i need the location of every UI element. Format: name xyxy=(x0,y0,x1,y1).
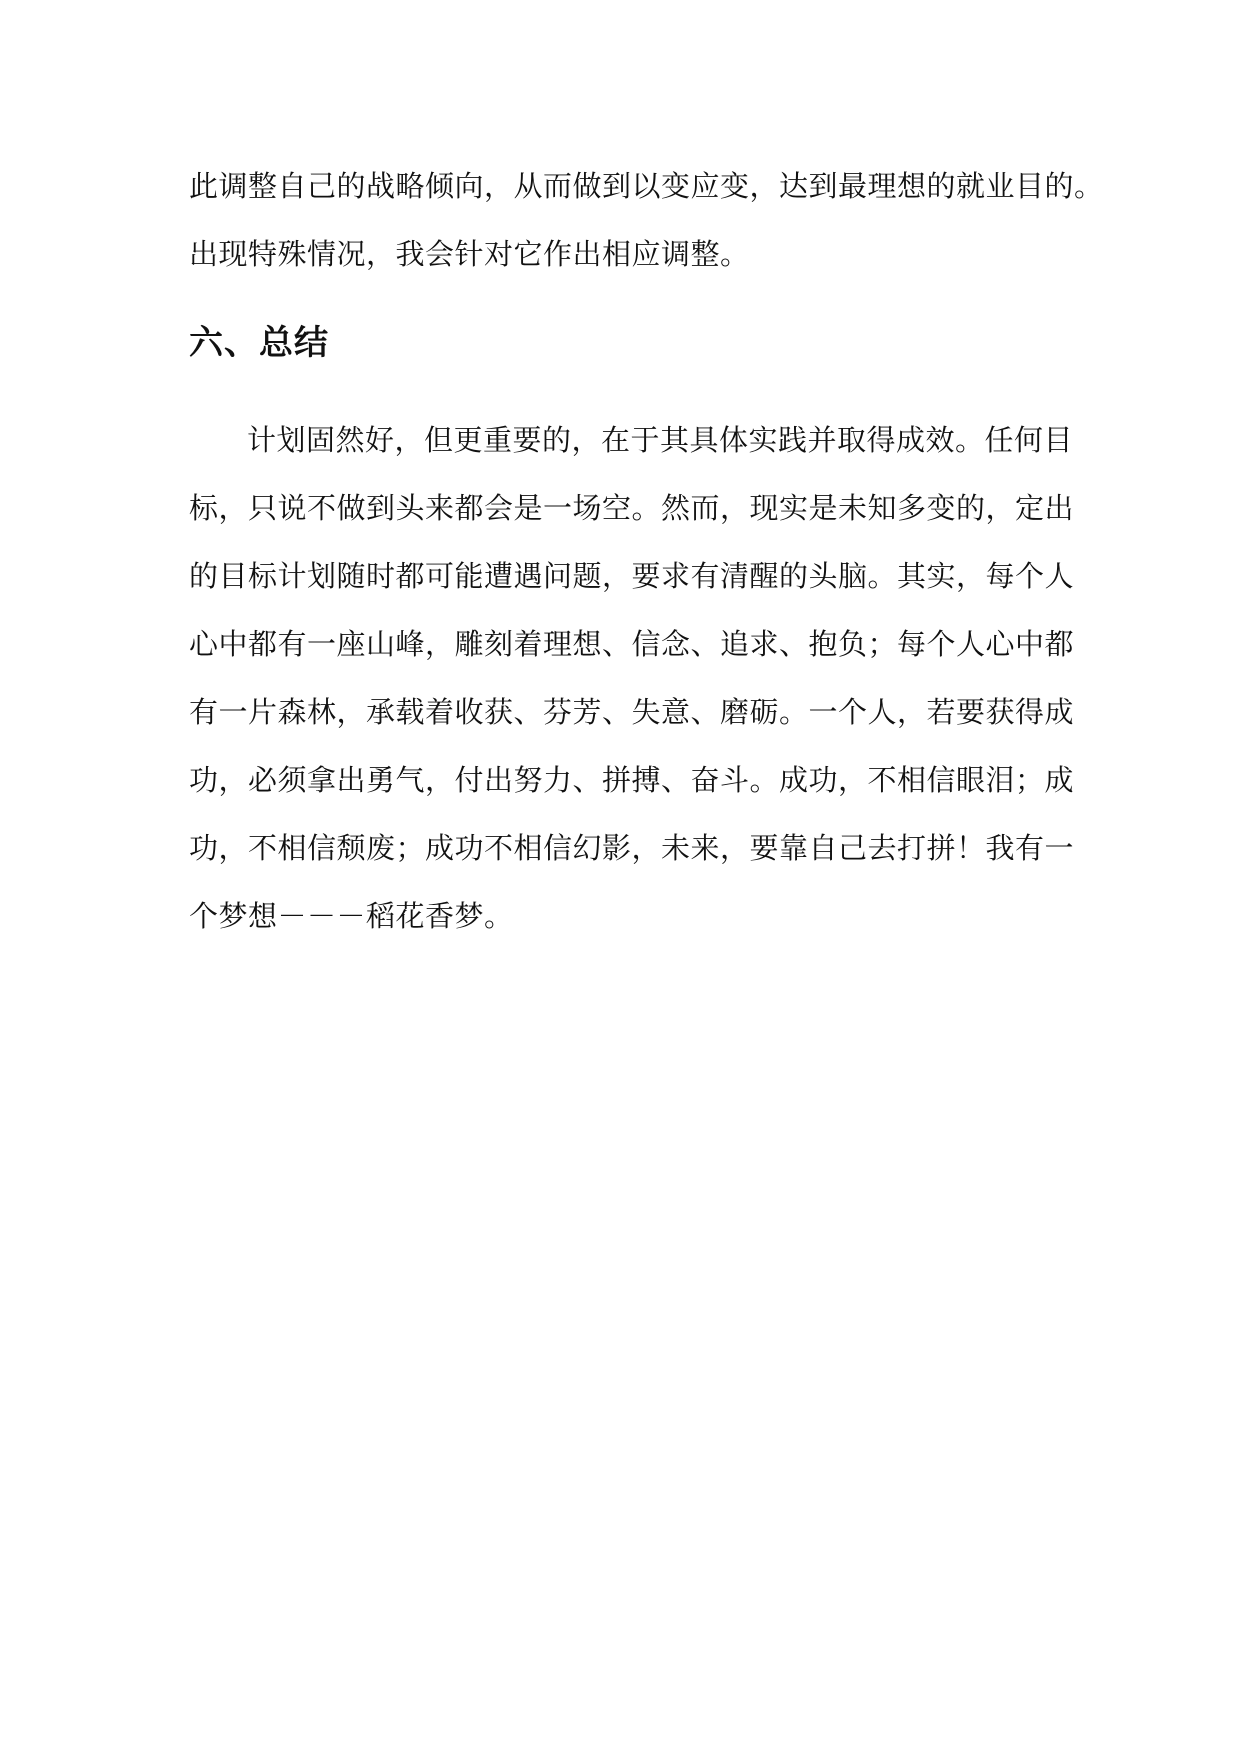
summary-paragraph xyxy=(189,406,1075,950)
paragraph-line: 功，必须拿出勇气，付出努力、拼搏、奋斗。成功，不相信眼泪；成 xyxy=(189,763,1075,797)
paragraph-line: 功，不相信颓废；成功不相信幻影，未来，要靠自己去打拼！我有一 xyxy=(189,831,1075,865)
paragraph-line: 此调整自己的战略倾向，从而做到以变应变，达到最理想的就业目的。 xyxy=(189,169,1104,203)
paragraph-line: 个梦想－－－稻花香梦。 xyxy=(189,899,514,933)
paragraph-line: 标，只说不做到头来都会是一场空。然而，现实是未知多变的，定出 xyxy=(189,491,1075,525)
paragraph-line: 有一片森林，承载着收获、芬芳、失意、磨砺。一个人，若要获得成 xyxy=(189,695,1075,729)
paragraph-line: 计划固然好，但更重要的，在于其具体实践并取得成效。任何目 xyxy=(247,423,1074,457)
paragraph-line: 出现特殊情况，我会针对它作出相应调整。 xyxy=(189,237,750,271)
paragraph-line: 心中都有一座山峰，雕刻着理想、信念、追求、抱负；每个人心中都 xyxy=(189,627,1075,661)
top-paragraph xyxy=(189,152,1104,288)
paragraph-line: 的目标计划随时都可能遭遇问题，要求有清醒的头脑。其实，每个人 xyxy=(189,559,1075,593)
section-heading: 六、总结 xyxy=(189,323,329,363)
